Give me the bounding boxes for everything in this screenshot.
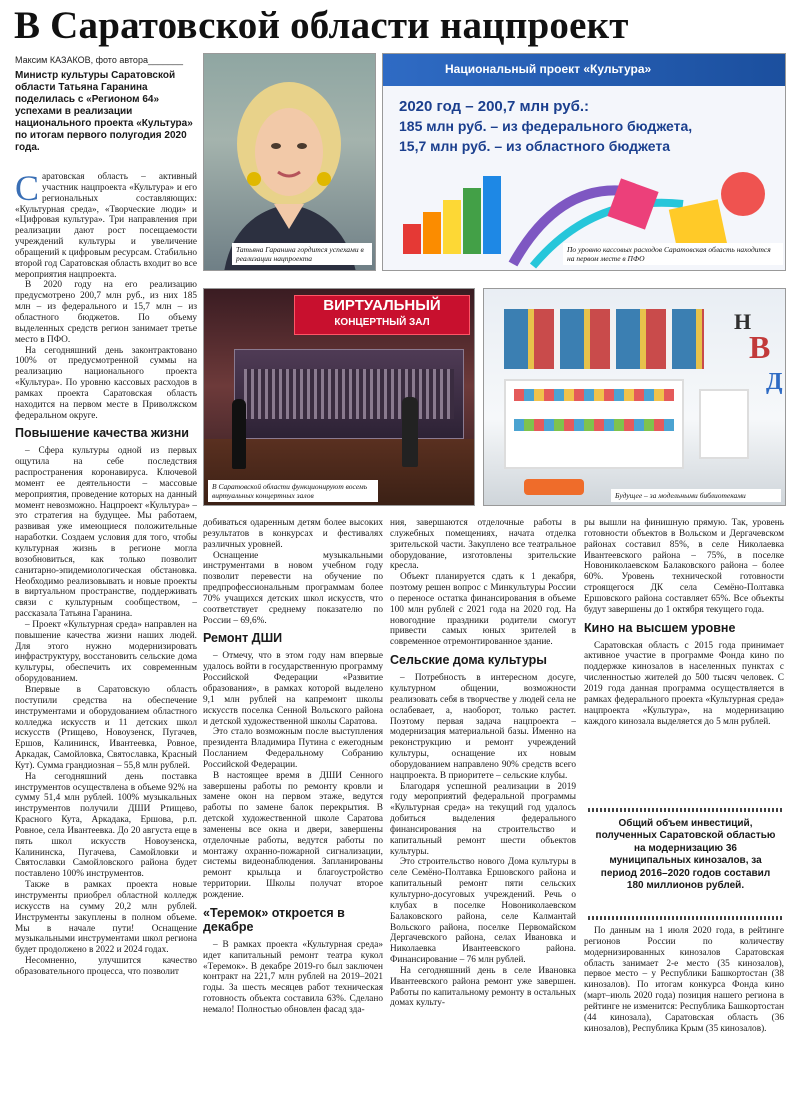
project-slide <box>382 53 786 271</box>
col2-heading-1: Ремонт ДШИ <box>203 631 283 646</box>
col2-paragraph-6: – В рамках проекта «Культурная среда» идет капитальный ремонт театра кукол «Теремок». В декабре 2019-го был заключен контракт на 221,7 млн рублей на 2019–2021 годы. За шесть месяцев работ техническая готовность объекта составила 63%. Сделано немало! Полностью обновлен фасад зда- <box>203 939 383 1015</box>
library-letter-d: Д <box>766 369 783 395</box>
col2-heading-2: «Теремок» откроется в декабре <box>203 905 345 934</box>
portrait-photo <box>203 53 376 271</box>
col1-paragraph-9: Несомненно, улучшится качество образовательного процесса, что позволит <box>15 956 197 977</box>
col3-paragraph-1: ния, завершаются отделочные работы в служебных помещениях, начата отделка зрительской части. Закуплено все театральное оборудование, изготовлены зрительские кресла. <box>390 518 576 572</box>
col1-paragraph-7: На сегодняшний день поставка инструментов осуществлена в объеме 92% на сумму 51,4 млн рублей. 100% музыкальных инструментов получили ДШИ Ртищево, Красного Кута, Аркадака, Ершова, р.п. Ровное, села Ивантеевка. До 20 августа еще в пять школ искусств Новоузенска, Калининска, Пугачева, Самойловки и Святославки Самойловского района будет поставлено 100% инструментов. <box>15 771 197 880</box>
col2-paragraph-2: Оснащение музыкальными инструментами в новом учебном году позволит перевести на обучение по предпрофессиональным программам более 70% учащихся детских школ искусств, что соответствует среднему показателю по России – 69,6%. <box>203 550 383 626</box>
library-photo <box>483 288 786 506</box>
concert-banner-line-1: ВИРТУАЛЬНЫЙ <box>323 297 441 314</box>
slide-caption: По уровню кассовых расходов Саратовская область находится на первом месте в ПФО <box>563 243 783 265</box>
slide-line-1: 2020 год – 200,7 млн руб.: <box>399 98 590 115</box>
library-letter-n: Н <box>734 309 752 334</box>
col1-paragraph-6: Впервые в Саратовскую область поступили средства на обеспечение инструментами и оборудованием областного колледжа искусств и 11 детских школ искусств (Ртищево, Новоузенск, Пугачев, Ершов, Калининск, Ивантеевка, Ровное, Аркадак, Самойловка, Святославка, Красный Кут). Сумма грандиозная – 55,8 млн рублей. <box>15 684 197 771</box>
concert-hall-photo <box>203 288 475 506</box>
lead-paragraph: Министр культуры Саратовской области Татьяна Гаранина поделилась с «Регионом 64» успехами в реализации национального проекта «Культура» по итогам первого полугодия 2020 года. <box>15 70 193 153</box>
col3-paragraph-4: Благодаря успешной реализации в 2019 году мероприятий федеральной программы «Культурная среда» на текущий год удалось добиться выделения федерального финансирования на строительство и капитальный ремонт шести объектов культуры. <box>390 781 576 857</box>
col1-heading: Повышение качества жизни <box>15 426 189 441</box>
col3-paragraph-2: Объект планируется сдать к 1 декабря, поэтому решен вопрос с Минкультуры России о переносе остатка финансирования в объеме 100 млн рублей с 2021 года на 2020 год. На новогодние праздники родители смогут привести самых юных зрителей в современное отремонтированное здание. <box>390 572 576 648</box>
portrait-illustration <box>204 54 376 271</box>
column-1 <box>15 172 197 1100</box>
col1-paragraph-2: В 2020 году на его реализацию предусмотрено 200,7 млн руб., из них 185 млн – из федерального и 15,7 млн – из областного бюджетов. По объему выделенных средств регион занимает третье место в ПФО. <box>15 280 197 345</box>
column-3 <box>390 518 576 1100</box>
library-caption: Будущее – за модельными библиотеками <box>611 489 781 502</box>
investment-factbox <box>588 808 783 920</box>
slide-title: Национальный проект «Культура» <box>445 62 652 76</box>
col4-heading: Кино на высшем уровне <box>584 620 736 635</box>
col1-paragraph-3: На сегодняшний день законтрактовано 100% от предусмотренной суммы на реализацию национального проекта «Культура». По уровню кассовых расходов в рамках проекта Саратовская область находится на первом месте в Приволжском федеральном округе. <box>15 345 197 421</box>
col2-paragraph-5: В настоящее время в ДШИ Сенного завершены работы по ремонту кровли и замене окон на первом этаже, ведутся работы по замене балок перекрытия. В детской художественной школе Саратова заменены все окна и двери, завершены отделочные работы, ведутся работы по монтажу охранно-пожарной сигнализации, системы видеонаблюдения. Запланированы ремонт крыльца и благоустройство территории. Школы получат второе рождение. <box>203 770 383 900</box>
col2-paragraph-1: добиваться одаренным детям более высоких результатов в конкурсах и фестивалях различных уровней. <box>203 518 383 550</box>
slide-line-2: 185 млн руб. – из федерального бюджета, <box>399 118 693 134</box>
col4-paragraph-3: По данным на 1 июля 2020 года, в рейтинге регионов России по количеству модернизированных кинозалов Саратовская область занимает 2-е место (35 кинозалов), первое место – у Республики Башкортостан (38 кинозалов). По итогам конкурса Фонда кино (март–июль 2020 года) позиция нашего региона в рейтинге не изменится: Республика Башкортостан (44 кинозала), Саратовская область (36 кинозалов), Республика Крым (35 кинозалов). <box>584 926 784 1034</box>
col2-paragraph-4: Это стало возможным после выступления президента Владимира Путина с ежегодным Посланием Федеральному Собранию Российской Федерации. <box>203 727 383 770</box>
col1-paragraph-1: аратовская область – активный участник нацпроекта «Культура» и его региональных составляющих: «Культурная среда», «Творческие люди» и «Цифровая культура». Три направления при реализации дают рост посещаемости учреждений культуры и увеличение обращений к цифровым ресурсам. Стабильно второй год Саратовская область входит во все мероприятия нацпроекта. <box>15 172 197 280</box>
drop-cap: С <box>15 172 40 208</box>
column-4-lower <box>584 926 784 1100</box>
col1-paragraph-4: – Сфера культуры одной из первых ощутила на себе последствия распространения коронавируса. Ключевой момент ее деятельности – массовые мероприятия, проведение которых на данный момент невозможно. Нацпроект «Культура» – это стратегия на будущее. Мы работаем, развивая уже имеющиеся положительные наработки. Создаем условия для того, чтобы культурная жизнь в регионе могла возобновиться, как только позволит санитарно-эпидемиологическая обстановка. Необходимо реализовывать и новые проекты в виртуальном пространстве, поддерживать связи с культурным сообществом, – рассказала Татьяна Гаранина. <box>15 446 197 620</box>
col4-paragraph-1: ры вышли на финишную прямую. Так, уровень готовности объектов в Вольском и Дергачевском районах составил 85%, в селе Николаевка Ивантеевского района – 75%, в поселке Новониколаевском Балаковского района – более 60%. Уровень технической готовности строящегося ДК села Семёно-Полтавка Ершовского района составляет 65%. Все объекты будут завершены до 1 октября текущего года. <box>584 518 784 615</box>
byline: Максим КАЗАКОВ, фото автора_______ <box>15 55 183 65</box>
concert-caption: В Саратовской области функционируют восемь виртуальных концертных залов <box>208 480 378 502</box>
library-letter-v: В <box>749 329 771 365</box>
column-4 <box>584 518 784 804</box>
slide-line-3: 15,7 млн руб. – из областного бюджета <box>399 138 671 154</box>
col1-paragraph-5: – Проект «Культурная среда» направлен на повышение качества жизни наших людей. Для этого нужно модернизировать инфраструктуру, восстановить сельские дома культуры, обеспечить их современным оборудованием. <box>15 619 197 685</box>
concert-banner-line-2: КОНЦЕРТНЫЙ ЗАЛ <box>334 317 430 328</box>
col1-paragraph-8: Также в рамках проекта новые инструменты приобрел областной колледж искусств на сумму 20,2 млн рублей. Инструменты закуплены в полном объеме. Мы в начале пути! Оснащение музыкальными инструментами школ региона будет продолжено в 2022 и 2024 годах. <box>15 880 197 956</box>
col2-paragraph-3: – Отмечу, что в этом году нам впервые удалось войти в государственную программу Российской Федерации «Развитие образования», в рамках которой выделено 9,1 млн рублей на капремонт школы искусств поселка Сенной Вольского района и детской художественной школы Саратова. <box>203 651 383 727</box>
page-title: В Саратовской области нацпроект <box>14 4 629 47</box>
col3-paragraph-3: – Потребность в интересном досуге, культурном общении, возможности реализовать себя в творчестве у людей села не ослабевает, а, наоборот, только растет. Поэтому первая задача нацпроекта – модернизация материальной базы. Именно на реконструкцию и ремонт учреждений культуры, оснащение их новым оборудованием направлено 90% средств всего нацпроекта. В приоритете – сельские клубы. <box>390 673 576 781</box>
column-2 <box>203 518 383 1100</box>
portrait-caption: Татьяна Гаранина гордится успехами в реализации нацпроекта <box>232 243 372 265</box>
col3-heading: Сельские дома культуры <box>390 653 547 668</box>
col3-paragraph-5: Это строительство нового Дома культуры в селе Семёно-Полтавка Ершовского района и капитальный ремонт пяти сельских культурно-досуговых учреждений. Речь о клубах в поселке Новониколаевском Балаковского района, селе Калмантай Вольского района, поселке Первомайском Дергачевского района, селах Ивановка и Николаевка Ивантеевского района. Финансирование – 76 млн рублей. <box>390 857 576 966</box>
col4-paragraph-2: Саратовская область с 2015 года принимает активное участие в программе Фонда кино по поддержке кинозалов в населенных пунктах с численностью жителей до 500 тысяч человек. С 2019 года данная программа осуществляется в рамках федерального проекта «Культурная среда» нацпроекта «Культура», на модернизацию каждого кинозала выделяется до 5 млн рублей. <box>584 640 784 727</box>
col3-paragraph-6: На сегодняшний день в селе Ивановка Ивантеевского района ремонт уже завершен. Работы по капитальному ремонту в остальных домах культу- <box>390 965 576 1009</box>
factbox-text: Общий объем инвестиций, полученных Саратовской областью на модернизацию 36 муниципальных кинозалов, за период 2016–2020 годов составил 180 миллионов рублей. <box>595 818 776 892</box>
